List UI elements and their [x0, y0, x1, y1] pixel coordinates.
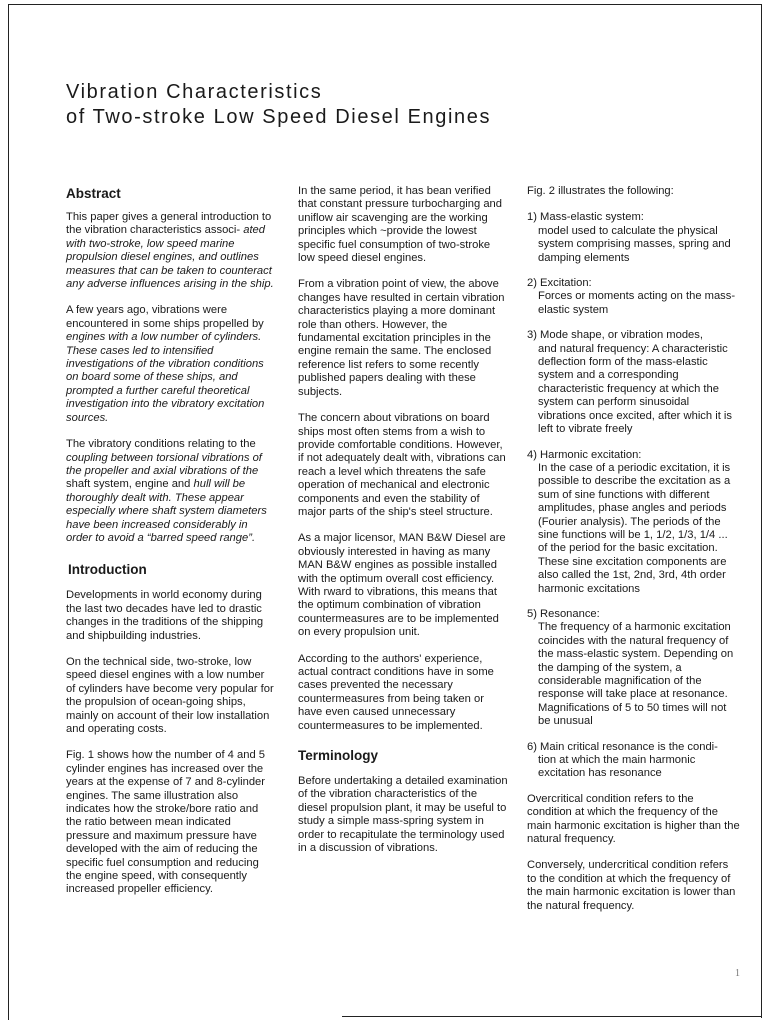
- list-item-lead: 5) Resonance:: [527, 607, 600, 620]
- middle-paragraph-2: From a vibration point of view, the above changes have resulted in certain vibration characteristics playing a more dominant role than others. However, the fundamental excitation principles in the engine remain the same. The enclosed reference list refers to some recently published papers dealing with these subjects.: [298, 278, 505, 398]
- list-item-lead: 1) Mass-elastic system:: [527, 211, 644, 224]
- column-right: [527, 185, 740, 926]
- list-item-lead: 4) Harmonic excitation:: [527, 448, 642, 461]
- right-border-rule: [761, 4, 762, 1018]
- list-item: [527, 608, 740, 729]
- introduction-heading: Introduction: [68, 562, 147, 578]
- list-item-body: In the case of a periodic excitation, it is possible to describe the excitation as a sum of sine functions with different amplitudes, phase angles and periods (Fourier analysis). The periods of the sine functions will be 1, 1/2, 1/3, 1/4 ... of the period for the basic excitation. These sine excitation components are also called the 1st, 2nd, 3rd, 4th order harmonic excitations: [538, 461, 731, 595]
- overcritical-paragraph: Overcritical condition refers to the condition at which the frequency of the main harmonic excitation is higher than the natural frequency.: [527, 792, 740, 846]
- page-title: [66, 80, 491, 130]
- list-item-body: and natural frequency: A characteristic deflection form of the mass-elastic system and a corresponding characteristic frequency at which the system can perform sinusoidal vibrations once excited, after which it is left to vibrate freely: [538, 342, 733, 436]
- list-item-body: tion at which the main harmonic excitation has resonance: [538, 754, 696, 780]
- terminology-paragraph: Before undertaking a detailed examination of the vibration characteristics of the diesel propulsion plant, it may be useful to study a simple mass-spring system in order to recapitulate the terminology used in a discussion of vibrations.: [298, 775, 508, 855]
- list-item-lead: 6) Main critical resonance is the condi-: [527, 740, 718, 753]
- abstract-p3-text-b: coupling between torsional vibrations of the propeller and axial vibrations of the: [66, 451, 262, 477]
- abstract-p1-text-a: This paper gives a general introduction to the vibration characteristics associ-: [66, 211, 272, 237]
- list-item-body: model used to calculate the physical system comprising masses, spring and damping elements: [538, 224, 731, 264]
- middle-paragraph-1: In the same period, it has bean verified that constant pressure turbocharging and uniflow air scavenging are the working principles which ~provide the lowest specific fuel consumption of two-stroke low speed diesel engines.: [298, 185, 502, 265]
- abstract-p3-text-a: The vibratory conditions relating to the: [66, 438, 256, 451]
- abstract-p3-text-d: hull will be thoroughly dealt with. These appear especially where shaft system diameters have been increased considerably in order to avoid a “barred speed range”.: [66, 478, 267, 544]
- list-item: [527, 211, 740, 265]
- left-border-rule: [8, 4, 9, 1020]
- list-item: [527, 741, 740, 781]
- middle-paragraph-3: The concern about vibrations on board ships most often stems from a wish to provide comfortable conditions. However, if not adequately dealt with, vibrations can reach a level which threatens the safe operation of mechanical and electronic components and even the stability of major parts of the ship's steel structure.: [298, 412, 506, 518]
- abstract-paragraph-2: [66, 304, 276, 425]
- undercritical-paragraph: Conversely, undercritical condition refers to the condition at which the frequency of the main harmonic excitation is lower than the natural frequency.: [527, 859, 736, 912]
- list-item: [527, 277, 740, 317]
- middle-paragraph-4: As a major licensor, MAN B&W Diesel are obviously interested in having as many MAN B&W engines as possible installed with the optimum overall cost efficiency. With rward to vibrations, this means that the optimum combination of vibration countermeasures are to be implemented on every propulsion unit.: [298, 532, 506, 639]
- list-item: [527, 329, 740, 436]
- column-left: [66, 185, 276, 910]
- abstract-paragraph-3: [66, 438, 276, 545]
- fig2-intro: Fig. 2 illustrates the following:: [527, 185, 674, 197]
- bottom-border-rule: [342, 1016, 762, 1017]
- intro-paragraph-3: Fig. 1 shows how the number of 4 and 5 cylinder engines has increased over the years at the expense of 7 and 8-cylinder engines. The same illustration also indicates how the stroke/bore ratio and the ratio between mean indicated pressure and maximum pressure have developed with the aim of reducing the specific fuel consumption and reducing the engine speed, with consequently increased propeller efficiency.: [66, 749, 266, 896]
- abstract-p2-text-a: A few years ago, vibrations were encountered in some ships propelled by: [66, 304, 264, 330]
- abstract-p3-text-c: shaft system, engine and: [66, 478, 191, 491]
- abstract-p1-text-b: ated with two-stroke, low speed marine propulsion diesel engines, and outlines measures that can be taken to counteract any adverse influences arising in the ship.: [66, 224, 274, 291]
- column-middle: [298, 185, 508, 868]
- intro-paragraph-1: Developments in world economy during the last two decades have led to drastic changes in the traditions of the shipping and shipbuilding industries.: [66, 589, 264, 642]
- terminology-heading: Terminology: [298, 748, 379, 764]
- page-number: 1: [735, 968, 740, 979]
- list-item-body: Forces or moments acting on the mass-elastic system: [538, 290, 736, 316]
- top-border-rule: [8, 4, 762, 5]
- list-item-lead: 2) Excitation:: [527, 277, 592, 290]
- title-line-2: of Two-stroke Low Speed Diesel Engines: [66, 106, 492, 128]
- intro-paragraph-2: On the technical side, two-stroke, low speed diesel engines with a low number of cylinders have become very popular for the propulsion of ocean-going ships, mainly on account of their low installation and operating costs.: [66, 655, 274, 735]
- list-item-lead: 3) Mode shape, or vibration modes,: [527, 329, 703, 342]
- middle-paragraph-5: According to the authors' experience, actual contract conditions have in some cases prevented the necessary countermeasures from being taken or have even caused unnecessary countermeasures to be implemented.: [298, 652, 494, 732]
- terminology-list: [527, 211, 740, 780]
- list-item-body: The frequency of a harmonic excitation coincides with the natural frequency of the mass-elastic system. Depending on the damping of the system, a considerable magnification of the response will take place at resonance. Magnifications of 5 to 50 times will not be unusual: [538, 621, 734, 728]
- abstract-heading: Abstract: [66, 186, 121, 201]
- title-line-1: Vibration Characteristics: [66, 81, 323, 103]
- abstract-p2-text-b: engines with a low number of cylinders. These cases led to intensified investigations of the vibration conditions on board some of these ships, and prompted a further careful theoretical investigation into the vibratory excitation sources.: [66, 331, 265, 424]
- abstract-paragraph-1: [66, 211, 276, 291]
- list-item: [527, 449, 740, 596]
